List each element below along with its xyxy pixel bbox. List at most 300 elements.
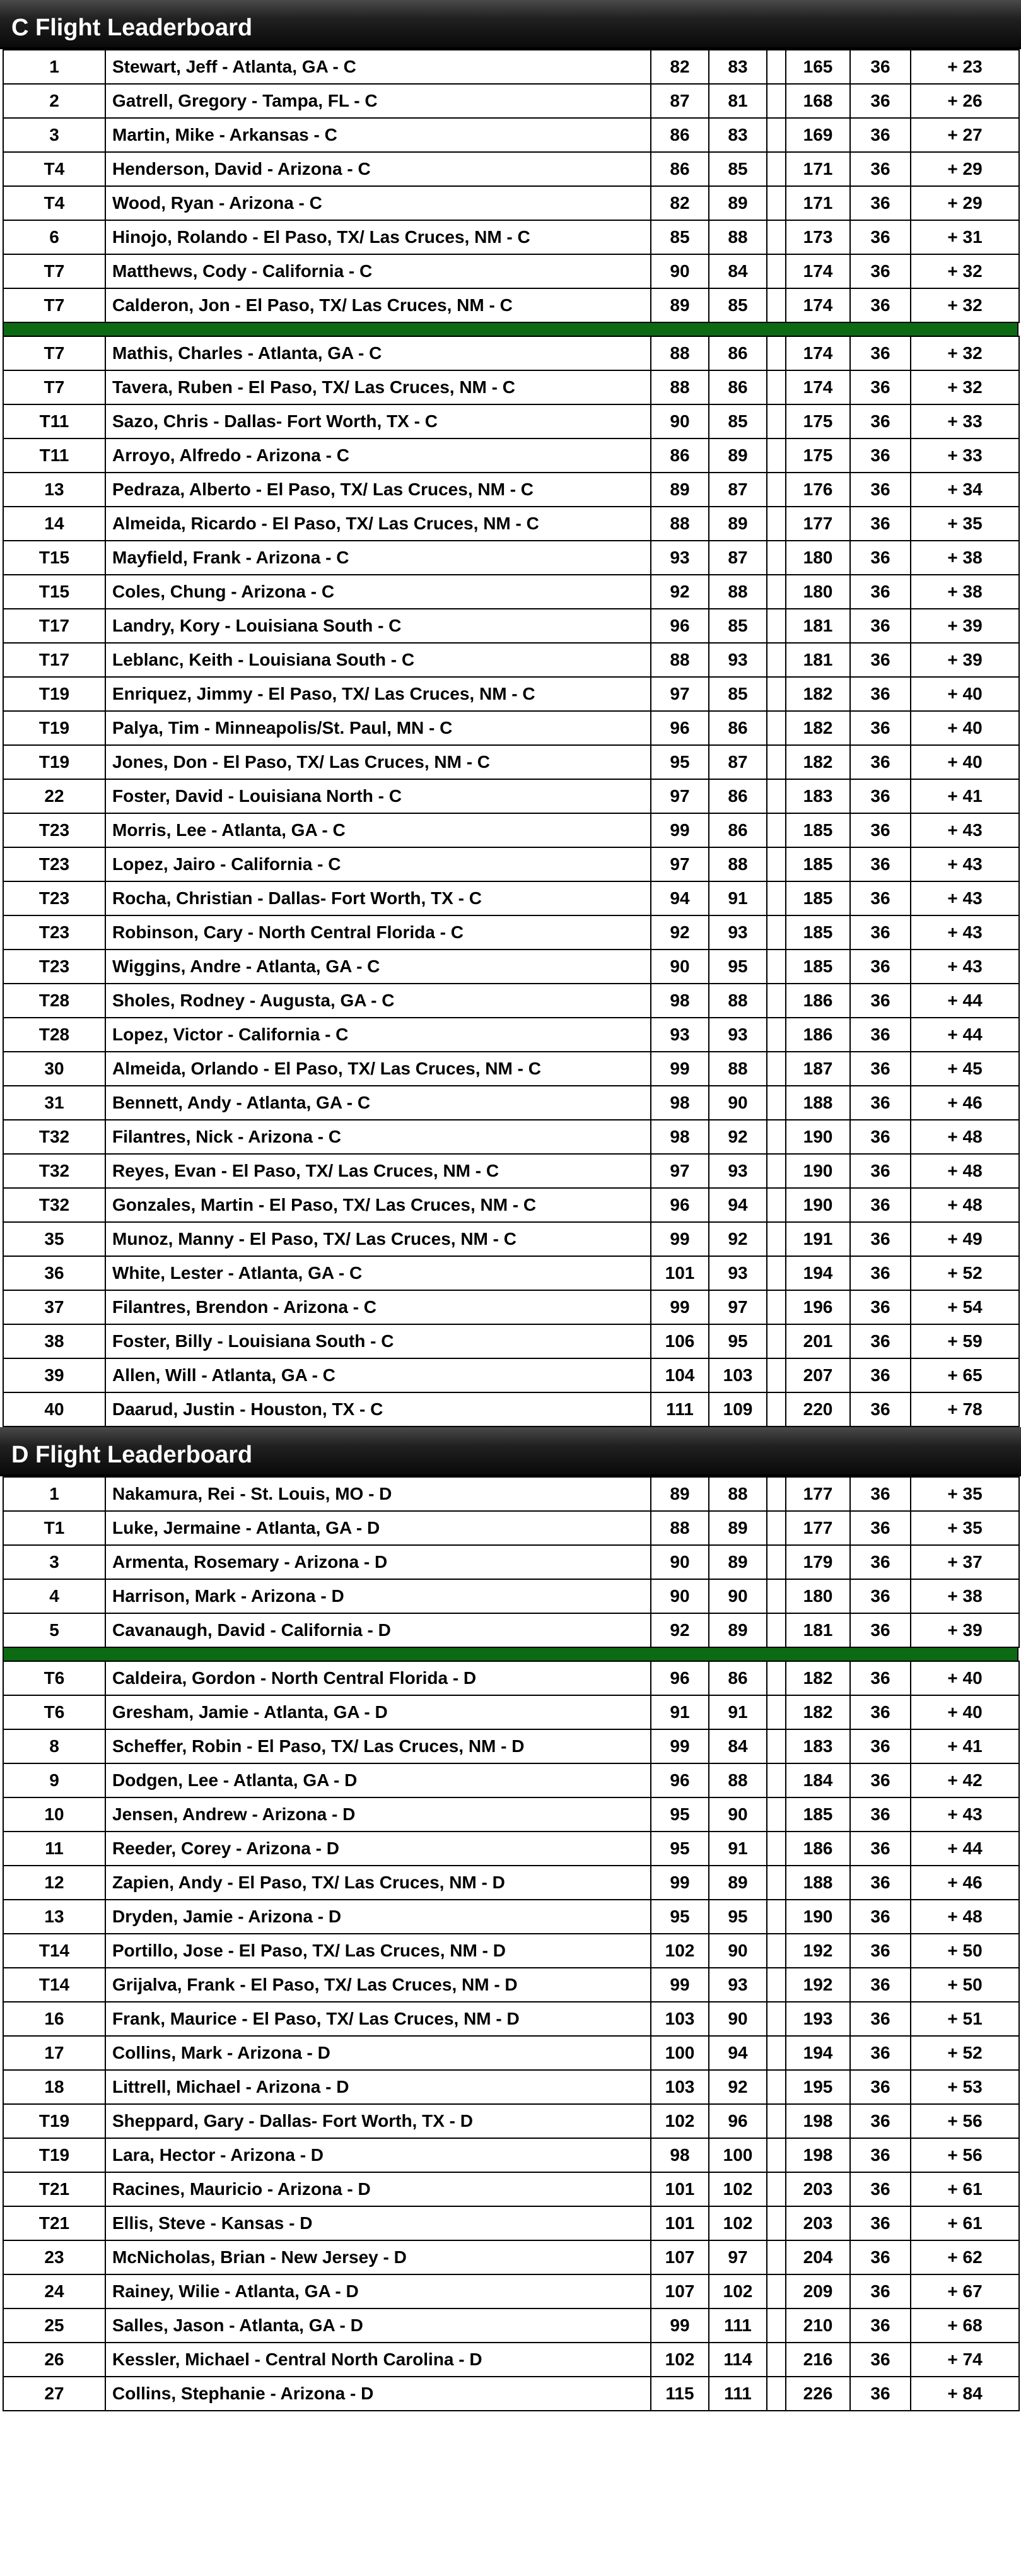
player-cell: Sholes, Rodney - Augusta, GA - C [105, 984, 651, 1018]
table-row [3, 1086, 1019, 1120]
to-par-cell: + 44 [911, 984, 1019, 1018]
spacer-cell [767, 2002, 786, 2036]
spacer-cell [767, 1018, 786, 1052]
position-cell: 13 [3, 473, 105, 507]
player-cell: Allen, Will - Atlanta, GA - C [105, 1358, 651, 1392]
round1-cell: 94 [651, 881, 709, 915]
table-row [3, 745, 1019, 779]
to-par-cell: + 53 [911, 2070, 1019, 2104]
to-par-cell: + 43 [911, 881, 1019, 915]
round2-cell: 83 [709, 50, 767, 84]
table-row [3, 2206, 1019, 2240]
player-cell: Henderson, David - Arizona - C [105, 152, 651, 186]
table-row [3, 152, 1019, 186]
to-par-cell: + 41 [911, 779, 1019, 813]
holes-cell: 36 [850, 1613, 911, 1647]
total-cell: 183 [786, 779, 850, 813]
leaderboard-table [3, 1476, 1020, 1648]
round2-cell: 90 [709, 1086, 767, 1120]
table-row [3, 813, 1019, 847]
holes-cell: 36 [850, 575, 911, 609]
round1-cell: 88 [651, 336, 709, 370]
to-par-cell: + 59 [911, 1324, 1019, 1358]
position-cell: T7 [3, 254, 105, 288]
spacer-cell [767, 1797, 786, 1832]
round2-cell: 84 [709, 1729, 767, 1763]
player-cell: White, Lester - Atlanta, GA - C [105, 1256, 651, 1290]
position-cell: 36 [3, 1256, 105, 1290]
table-row [3, 1545, 1019, 1579]
total-cell: 168 [786, 84, 850, 118]
to-par-cell: + 32 [911, 336, 1019, 370]
to-par-cell: + 44 [911, 1018, 1019, 1052]
player-cell: Almeida, Ricardo - El Paso, TX/ Las Cruces, NM - C [105, 507, 651, 541]
holes-cell: 36 [850, 813, 911, 847]
table-row [3, 220, 1019, 254]
to-par-cell: + 56 [911, 2138, 1019, 2172]
total-cell: 192 [786, 1968, 850, 2002]
total-cell: 185 [786, 1797, 850, 1832]
round1-cell: 95 [651, 1900, 709, 1934]
total-cell: 226 [786, 2377, 850, 2411]
spacer-cell [767, 1613, 786, 1647]
total-cell: 203 [786, 2172, 850, 2206]
table-row [3, 2002, 1019, 2036]
round1-cell: 99 [651, 1968, 709, 2002]
position-cell: T19 [3, 711, 105, 745]
total-cell: 191 [786, 1222, 850, 1256]
round2-cell: 114 [709, 2343, 767, 2377]
holes-cell: 36 [850, 643, 911, 677]
holes-cell: 36 [850, 1188, 911, 1222]
round2-cell: 90 [709, 1934, 767, 1968]
spacer-cell [767, 1579, 786, 1613]
player-cell: Lopez, Jairo - California - C [105, 847, 651, 881]
holes-cell: 36 [850, 2138, 911, 2172]
table-row [3, 2240, 1019, 2274]
holes-cell: 36 [850, 779, 911, 813]
to-par-cell: + 40 [911, 677, 1019, 711]
round2-cell: 88 [709, 1052, 767, 1086]
player-cell: Enriquez, Jimmy - El Paso, TX/ Las Cruces, NM - C [105, 677, 651, 711]
round1-cell: 88 [651, 643, 709, 677]
spacer-cell [767, 745, 786, 779]
round1-cell: 115 [651, 2377, 709, 2411]
holes-cell: 36 [850, 152, 911, 186]
spacer-cell [767, 1086, 786, 1120]
round2-cell: 93 [709, 1154, 767, 1188]
round2-cell: 92 [709, 2070, 767, 2104]
position-cell: 26 [3, 2343, 105, 2377]
spacer-cell [767, 152, 786, 186]
to-par-cell: + 38 [911, 541, 1019, 575]
round2-cell: 86 [709, 1661, 767, 1695]
position-cell: T7 [3, 288, 105, 322]
player-cell: Arroyo, Alfredo - Arizona - C [105, 438, 651, 473]
round1-cell: 92 [651, 1613, 709, 1647]
to-par-cell: + 38 [911, 575, 1019, 609]
to-par-cell: + 38 [911, 1579, 1019, 1613]
spacer-cell [767, 1392, 786, 1426]
table-row [3, 2274, 1019, 2308]
to-par-cell: + 45 [911, 1052, 1019, 1086]
total-cell: 185 [786, 950, 850, 984]
to-par-cell: + 61 [911, 2172, 1019, 2206]
holes-cell: 36 [850, 2308, 911, 2343]
round1-cell: 86 [651, 118, 709, 152]
round1-cell: 99 [651, 1052, 709, 1086]
table-row [3, 847, 1019, 881]
holes-cell: 36 [850, 1052, 911, 1086]
position-cell: T28 [3, 984, 105, 1018]
position-cell: T15 [3, 575, 105, 609]
position-cell: T14 [3, 1934, 105, 1968]
spacer-cell [767, 404, 786, 438]
spacer-cell [767, 575, 786, 609]
holes-cell: 36 [850, 220, 911, 254]
player-cell: Foster, David - Louisiana North - C [105, 779, 651, 813]
position-cell: 2 [3, 84, 105, 118]
round2-cell: 90 [709, 2002, 767, 2036]
round1-cell: 88 [651, 1511, 709, 1545]
to-par-cell: + 32 [911, 288, 1019, 322]
table-row [3, 1324, 1019, 1358]
spacer-cell [767, 1661, 786, 1695]
total-cell: 210 [786, 2308, 850, 2343]
table-row [3, 1392, 1019, 1426]
holes-cell: 36 [850, 438, 911, 473]
position-cell: 8 [3, 1729, 105, 1763]
position-cell: 23 [3, 2240, 105, 2274]
total-cell: 180 [786, 1579, 850, 1613]
spacer-cell [767, 881, 786, 915]
position-cell: 17 [3, 2036, 105, 2070]
total-cell: 182 [786, 745, 850, 779]
spacer-cell [767, 2343, 786, 2377]
spacer-cell [767, 1866, 786, 1900]
total-cell: 187 [786, 1052, 850, 1086]
table-row [3, 507, 1019, 541]
round2-cell: 86 [709, 370, 767, 404]
player-cell: Reyes, Evan - El Paso, TX/ Las Cruces, NM - C [105, 1154, 651, 1188]
player-cell: Morris, Lee - Atlanta, GA - C [105, 813, 651, 847]
position-cell: 3 [3, 118, 105, 152]
to-par-cell: + 37 [911, 1545, 1019, 1579]
table-row [3, 915, 1019, 950]
round2-cell: 94 [709, 2036, 767, 2070]
total-cell: 186 [786, 984, 850, 1018]
position-cell: T15 [3, 541, 105, 575]
spacer-cell [767, 2206, 786, 2240]
to-par-cell: + 43 [911, 915, 1019, 950]
total-cell: 173 [786, 220, 850, 254]
holes-cell: 36 [850, 2377, 911, 2411]
player-cell: Kessler, Michael - Central North Carolina - D [105, 2343, 651, 2377]
total-cell: 195 [786, 2070, 850, 2104]
player-cell: Rocha, Christian - Dallas- Fort Worth, TX - C [105, 881, 651, 915]
spacer-cell [767, 1900, 786, 1934]
round1-cell: 98 [651, 984, 709, 1018]
to-par-cell: + 56 [911, 2104, 1019, 2138]
round2-cell: 91 [709, 1695, 767, 1729]
round1-cell: 97 [651, 847, 709, 881]
position-cell: 5 [3, 1613, 105, 1647]
holes-cell: 36 [850, 881, 911, 915]
table-row [3, 1358, 1019, 1392]
holes-cell: 36 [850, 1729, 911, 1763]
total-cell: 175 [786, 404, 850, 438]
holes-cell: 36 [850, 1154, 911, 1188]
round1-cell: 98 [651, 1086, 709, 1120]
total-cell: 182 [786, 677, 850, 711]
to-par-cell: + 42 [911, 1763, 1019, 1797]
spacer-cell [767, 950, 786, 984]
player-cell: Hinojo, Rolando - El Paso, TX/ Las Cruces, NM - C [105, 220, 651, 254]
spacer-cell [767, 2377, 786, 2411]
holes-cell: 36 [850, 336, 911, 370]
holes-cell: 36 [850, 1763, 911, 1797]
round2-cell: 88 [709, 1763, 767, 1797]
round1-cell: 97 [651, 677, 709, 711]
holes-cell: 36 [850, 609, 911, 643]
to-par-cell: + 48 [911, 1900, 1019, 1934]
position-cell: T19 [3, 2138, 105, 2172]
spacer-cell [767, 1052, 786, 1086]
holes-cell: 36 [850, 1797, 911, 1832]
to-par-cell: + 68 [911, 2308, 1019, 2343]
round2-cell: 90 [709, 1579, 767, 1613]
player-cell: Bennett, Andy - Atlanta, GA - C [105, 1086, 651, 1120]
player-cell: Salles, Jason - Atlanta, GA - D [105, 2308, 651, 2343]
position-cell: 12 [3, 1866, 105, 1900]
holes-cell: 36 [850, 1968, 911, 2002]
position-cell: 4 [3, 1579, 105, 1613]
leaderboard-table [3, 49, 1020, 323]
holes-cell: 36 [850, 1832, 911, 1866]
round1-cell: 101 [651, 2172, 709, 2206]
round2-cell: 86 [709, 813, 767, 847]
to-par-cell: + 40 [911, 1695, 1019, 1729]
holes-cell: 36 [850, 1934, 911, 1968]
player-cell: Rainey, Wilie - Atlanta, GA - D [105, 2274, 651, 2308]
holes-cell: 36 [850, 2104, 911, 2138]
to-par-cell: + 29 [911, 186, 1019, 220]
player-cell: Daarud, Justin - Houston, TX - C [105, 1392, 651, 1426]
player-cell: Grijalva, Frank - El Paso, TX/ Las Cruces, NM - D [105, 1968, 651, 2002]
table-row [3, 50, 1019, 84]
round1-cell: 90 [651, 950, 709, 984]
total-cell: 185 [786, 813, 850, 847]
position-cell: T23 [3, 813, 105, 847]
round2-cell: 89 [709, 1866, 767, 1900]
round1-cell: 90 [651, 404, 709, 438]
to-par-cell: + 40 [911, 711, 1019, 745]
round2-cell: 95 [709, 1900, 767, 1934]
holes-cell: 36 [850, 507, 911, 541]
round2-cell: 84 [709, 254, 767, 288]
position-cell: T23 [3, 881, 105, 915]
to-par-cell: + 40 [911, 1661, 1019, 1695]
total-cell: 188 [786, 1086, 850, 1120]
holes-cell: 36 [850, 2002, 911, 2036]
to-par-cell: + 31 [911, 220, 1019, 254]
table-row [3, 1900, 1019, 1934]
position-cell: 10 [3, 1797, 105, 1832]
round1-cell: 92 [651, 915, 709, 950]
round2-cell: 93 [709, 915, 767, 950]
spacer-cell [767, 1545, 786, 1579]
round1-cell: 96 [651, 609, 709, 643]
holes-cell: 36 [850, 1256, 911, 1290]
player-cell: Robinson, Cary - North Central Florida - C [105, 915, 651, 950]
player-cell: Lopez, Victor - California - C [105, 1018, 651, 1052]
round1-cell: 82 [651, 186, 709, 220]
round2-cell: 111 [709, 2308, 767, 2343]
round1-cell: 88 [651, 370, 709, 404]
holes-cell: 36 [850, 915, 911, 950]
round2-cell: 111 [709, 2377, 767, 2411]
total-cell: 180 [786, 541, 850, 575]
table-row [3, 2377, 1019, 2411]
holes-cell: 36 [850, 1392, 911, 1426]
round2-cell: 86 [709, 336, 767, 370]
round2-cell: 93 [709, 1018, 767, 1052]
table-row [3, 881, 1019, 915]
spacer-cell [767, 438, 786, 473]
to-par-cell: + 46 [911, 1086, 1019, 1120]
player-cell: Leblanc, Keith - Louisiana South - C [105, 643, 651, 677]
round2-cell: 102 [709, 2172, 767, 2206]
round2-cell: 92 [709, 1222, 767, 1256]
player-cell: Matthews, Cody - California - C [105, 254, 651, 288]
spacer-cell [767, 2036, 786, 2070]
spacer-cell [767, 1324, 786, 1358]
player-cell: Zapien, Andy - El Paso, TX/ Las Cruces, NM - D [105, 1866, 651, 1900]
round2-cell: 109 [709, 1392, 767, 1426]
round1-cell: 99 [651, 813, 709, 847]
total-cell: 198 [786, 2138, 850, 2172]
to-par-cell: + 46 [911, 1866, 1019, 1900]
to-par-cell: + 39 [911, 643, 1019, 677]
position-cell: 18 [3, 2070, 105, 2104]
position-cell: T19 [3, 2104, 105, 2138]
player-cell: Calderon, Jon - El Paso, TX/ Las Cruces, NM - C [105, 288, 651, 322]
total-cell: 220 [786, 1392, 850, 1426]
cut-line-divider [3, 323, 1018, 336]
to-par-cell: + 51 [911, 2002, 1019, 2036]
player-cell: Coles, Chung - Arizona - C [105, 575, 651, 609]
section-title: D Flight Leaderboard [0, 1427, 1021, 1476]
round2-cell: 89 [709, 186, 767, 220]
total-cell: 192 [786, 1934, 850, 1968]
holes-cell: 36 [850, 1358, 911, 1392]
to-par-cell: + 32 [911, 370, 1019, 404]
holes-cell: 36 [850, 1477, 911, 1511]
round1-cell: 87 [651, 84, 709, 118]
holes-cell: 36 [850, 711, 911, 745]
to-par-cell: + 26 [911, 84, 1019, 118]
round1-cell: 89 [651, 473, 709, 507]
round2-cell: 85 [709, 288, 767, 322]
player-cell: Wood, Ryan - Arizona - C [105, 186, 651, 220]
table-row [3, 254, 1019, 288]
round1-cell: 96 [651, 711, 709, 745]
round1-cell: 98 [651, 1120, 709, 1154]
player-cell: Landry, Kory - Louisiana South - C [105, 609, 651, 643]
total-cell: 171 [786, 152, 850, 186]
player-cell: Gatrell, Gregory - Tampa, FL - C [105, 84, 651, 118]
spacer-cell [767, 541, 786, 575]
player-cell: McNicholas, Brian - New Jersey - D [105, 2240, 651, 2274]
position-cell: 14 [3, 507, 105, 541]
table-row [3, 1154, 1019, 1188]
player-cell: Dryden, Jamie - Arizona - D [105, 1900, 651, 1934]
to-par-cell: + 65 [911, 1358, 1019, 1392]
player-cell: Armenta, Rosemary - Arizona - D [105, 1545, 651, 1579]
holes-cell: 36 [850, 2036, 911, 2070]
total-cell: 180 [786, 575, 850, 609]
round2-cell: 91 [709, 1832, 767, 1866]
position-cell: T32 [3, 1154, 105, 1188]
table-row [3, 473, 1019, 507]
table-row [3, 1477, 1019, 1511]
table-row [3, 2036, 1019, 2070]
round2-cell: 85 [709, 152, 767, 186]
player-cell: Gresham, Jamie - Atlanta, GA - D [105, 1695, 651, 1729]
position-cell: T14 [3, 1968, 105, 2002]
round2-cell: 100 [709, 2138, 767, 2172]
total-cell: 181 [786, 643, 850, 677]
table-row [3, 1729, 1019, 1763]
holes-cell: 36 [850, 677, 911, 711]
total-cell: 184 [786, 1763, 850, 1797]
round2-cell: 88 [709, 1477, 767, 1511]
total-cell: 183 [786, 1729, 850, 1763]
round1-cell: 93 [651, 541, 709, 575]
round1-cell: 96 [651, 1661, 709, 1695]
spacer-cell [767, 847, 786, 881]
holes-cell: 36 [850, 118, 911, 152]
round2-cell: 83 [709, 118, 767, 152]
round2-cell: 85 [709, 404, 767, 438]
to-par-cell: + 32 [911, 254, 1019, 288]
player-cell: Caldeira, Gordon - North Central Florida - D [105, 1661, 651, 1695]
total-cell: 177 [786, 1511, 850, 1545]
table-row [3, 984, 1019, 1018]
table-row [3, 1222, 1019, 1256]
total-cell: 190 [786, 1154, 850, 1188]
table-row [3, 438, 1019, 473]
round1-cell: 99 [651, 2308, 709, 2343]
table-row [3, 118, 1019, 152]
spacer-cell [767, 50, 786, 84]
to-par-cell: + 44 [911, 1832, 1019, 1866]
round1-cell: 102 [651, 2343, 709, 2377]
player-cell: Stewart, Jeff - Atlanta, GA - C [105, 50, 651, 84]
table-row [3, 1290, 1019, 1324]
player-cell: Martin, Mike - Arkansas - C [105, 118, 651, 152]
round2-cell: 94 [709, 1188, 767, 1222]
round2-cell: 87 [709, 473, 767, 507]
position-cell: T21 [3, 2206, 105, 2240]
position-cell: T23 [3, 950, 105, 984]
total-cell: 201 [786, 1324, 850, 1358]
position-cell: 31 [3, 1086, 105, 1120]
table-row [3, 1579, 1019, 1613]
spacer-cell [767, 1763, 786, 1797]
holes-cell: 36 [850, 50, 911, 84]
total-cell: 175 [786, 438, 850, 473]
